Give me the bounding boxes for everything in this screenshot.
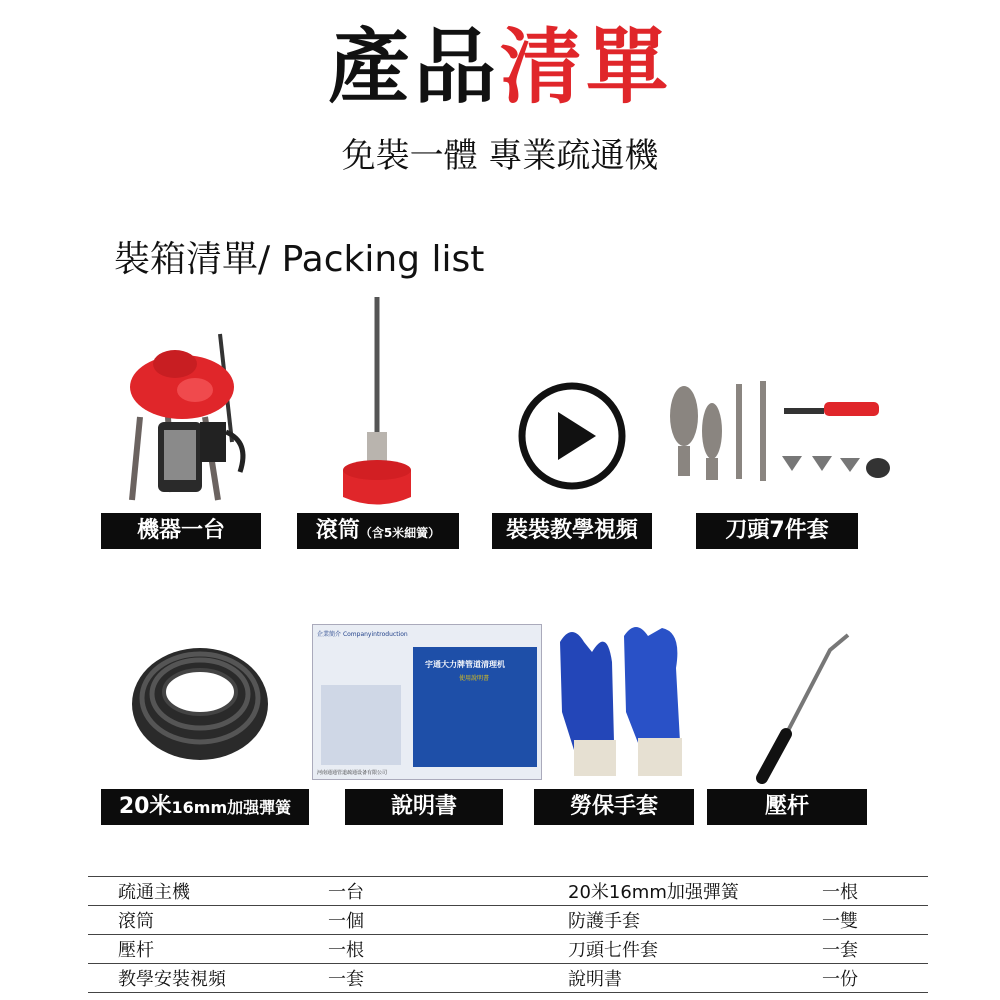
label-cutter-heads [696, 513, 858, 549]
manual-cover-prefix: 企業簡介 [317, 631, 342, 638]
spring-coil-image [128, 632, 273, 764]
manual-cover-title-text: Companyintroduction [342, 631, 408, 638]
table-row [88, 964, 928, 993]
drum-image [335, 292, 435, 507]
table-cell: 一套 [328, 964, 538, 993]
title-black: 產品 [327, 20, 500, 115]
table-row [88, 877, 928, 906]
table-cell: 20米16mm加强彈簧 [538, 877, 788, 906]
title-red: 清單 [500, 20, 673, 115]
label-drum [297, 513, 459, 549]
manual-cover-title [317, 629, 457, 638]
table-cell: 壓杆 [88, 935, 328, 964]
table-cell: 防護手套 [538, 906, 788, 935]
manual-brand: 宇通大力牌管道清理机 [425, 660, 505, 669]
label-manual-text: 說明書 [390, 794, 457, 819]
table-cell: 刀頭七件套 [538, 935, 788, 964]
table-cell: 一根 [328, 935, 538, 964]
table-cell: 一台 [328, 877, 538, 906]
cutter-heads-image [664, 376, 894, 491]
table-cell: 一根 [788, 877, 928, 906]
page-title [0, 18, 1000, 118]
label-machine-text: 機器一台 [136, 518, 225, 543]
table-cell: 疏通主機 [88, 877, 328, 906]
table-cell: 一雙 [788, 906, 928, 935]
label-spring-main: 20米 [118, 794, 172, 819]
table-cell: 說明書 [538, 964, 788, 993]
manual-footer: 河南通通管道疏通设备有限公司 [317, 770, 388, 776]
table-row [88, 935, 928, 964]
table-cell: 一份 [788, 964, 928, 993]
label-cutter-text: 刀頭7件套 [725, 518, 829, 543]
label-spring [101, 789, 309, 825]
table-cell: 一個 [328, 906, 538, 935]
label-machine [101, 513, 261, 549]
lever-bar-image [748, 630, 858, 785]
packing-list-heading: 裝箱清單/ Packing list [114, 239, 485, 280]
label-video-text: 裝裝教學視頻 [505, 518, 638, 543]
drain-machine-image [120, 322, 260, 507]
label-lever [707, 789, 867, 825]
label-drum-sub: （含5米細簧） [359, 526, 441, 540]
label-gloves-text: 勞保手套 [569, 794, 658, 819]
video-play-icon[interactable] [516, 380, 628, 492]
packing-list-table [88, 876, 928, 993]
label-gloves [534, 789, 694, 825]
table-cell: 滾筒 [88, 906, 328, 935]
gloves-image [552, 622, 692, 780]
manual-sub: 使用說明書 [459, 675, 490, 682]
label-drum-text: 滾筒 [315, 518, 360, 543]
page-subtitle: 免裝一體 專業疏通機 [341, 136, 659, 176]
table-cell: 教學安裝視頻 [88, 964, 328, 993]
label-lever-text: 壓杆 [764, 794, 809, 819]
table-row [88, 906, 928, 935]
label-manual [345, 789, 503, 825]
manual-image [312, 624, 542, 780]
table-cell: 一套 [788, 935, 928, 964]
label-video[interactable] [492, 513, 652, 549]
label-spring-sub: 16mm加强彈簧 [171, 798, 292, 817]
